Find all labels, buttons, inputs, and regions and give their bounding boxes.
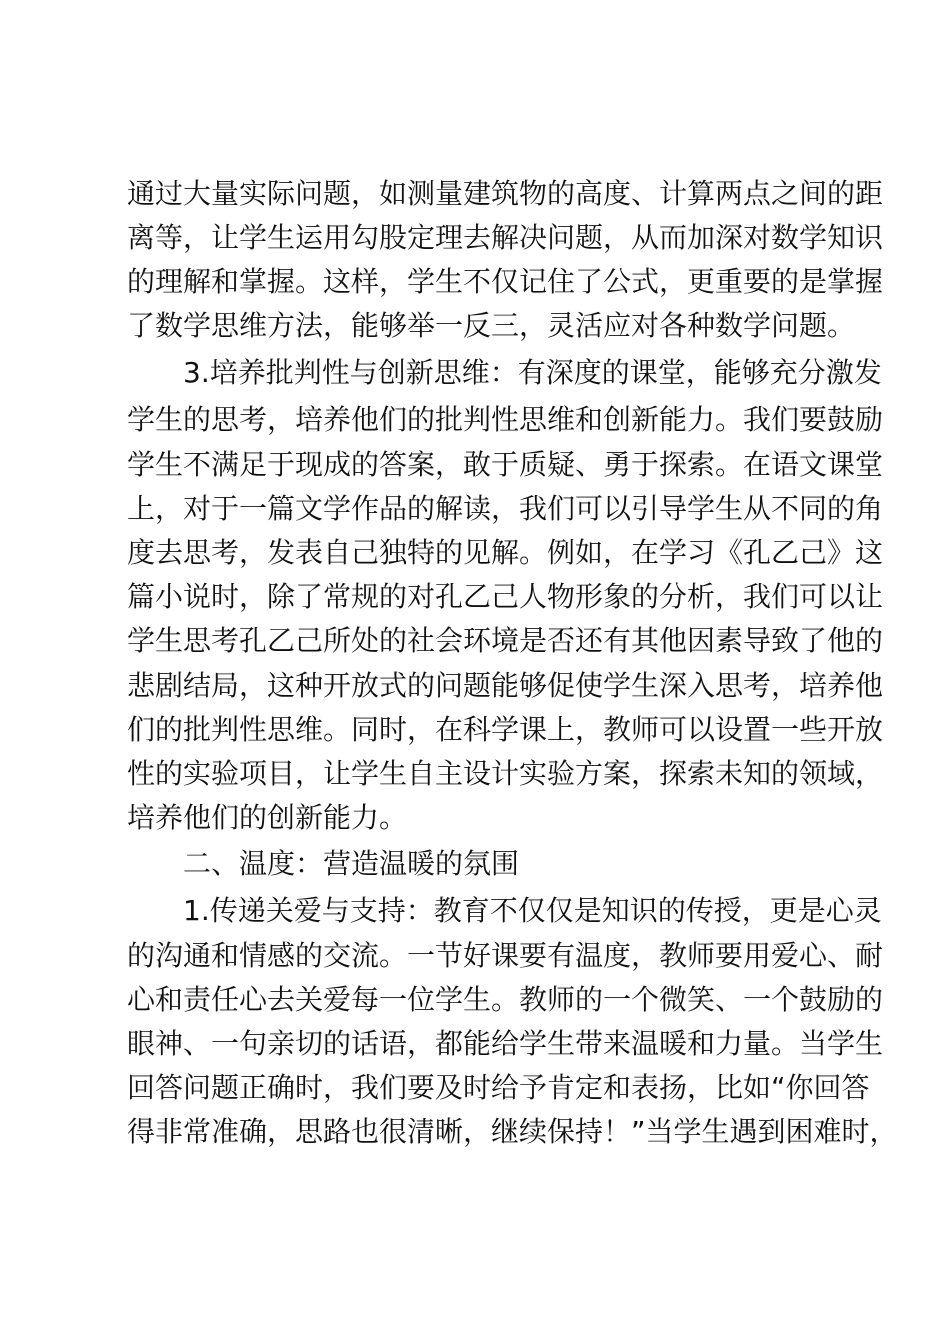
body-text-line: 学生思考孔乙己所处的社会环境是否还有其他因素导致了他的 <box>127 624 884 657</box>
body-text-line: 的沟通和情感的交流。一节好课要有温度，教师要用爱心、耐 <box>127 939 884 972</box>
body-text-line: 度去思考，发表自己独特的见解。例如，在学习《孔乙己》这 <box>127 536 884 569</box>
body-text-line: 的理解和掌握。这样，学生不仅记住了公式，更重要的是掌握 <box>127 265 884 298</box>
body-text-line: 悲剧结局，这种开放式的问题能够促使学生深入思考，培养他 <box>127 669 884 702</box>
paragraph-start-line: 1.传递关爱与支持：教育不仅仅是知识的传授，更是心灵 <box>183 894 882 927</box>
body-text-line: 离等，让学生运用勾股定理去解决问题，从而加深对数学知识 <box>127 221 884 254</box>
body-text-line: 性的实验项目，让学生自主设计实验方案，探索未知的领域， <box>127 757 884 790</box>
body-text-line: 学生不满足于现成的答案，敢于质疑、勇于探索。在语文课堂 <box>127 448 884 481</box>
section-heading: 二、温度：营造温暖的氛围 <box>183 847 520 880</box>
body-text-line: 心和责任心去关爱每一位学生。教师的一个微笑、一个鼓励的 <box>127 983 884 1016</box>
body-text-line: 篇小说时，除了常规的对孔乙己人物形象的分析，我们可以让 <box>127 580 884 613</box>
body-text-line: 了数学思维方法，能够举一反三，灵活应对各种数学问题。 <box>127 309 856 342</box>
body-text-line: 培养他们的创新能力。 <box>127 801 408 834</box>
body-text-line: 得非常准确，思路也很清晰，继续保持！”当学生遇到困难时， <box>127 1115 898 1148</box>
body-text-line: 眼神、一句亲切的话语，都能给学生带来温暖和力量。当学生 <box>127 1027 884 1060</box>
body-text-line: 们的批判性思维。同时，在科学课上，教师可以设置一些开放 <box>127 713 884 746</box>
body-text-line: 上，对于一篇文学作品的解读，我们可以引导学生从不同的角 <box>127 492 884 525</box>
body-text-line: 学生的思考，培养他们的批判性思维和创新能力。我们要鼓励 <box>127 403 884 436</box>
body-text-line: 回答问题正确时，我们要及时给予肯定和表扬，比如“你回答 <box>127 1071 870 1104</box>
body-text-line: 通过大量实际问题，如测量建筑物的高度、计算两点之间的距 <box>127 177 884 210</box>
paragraph-start-line: 3.培养批判性与创新思维：有深度的课堂，能够充分激发 <box>183 356 882 389</box>
